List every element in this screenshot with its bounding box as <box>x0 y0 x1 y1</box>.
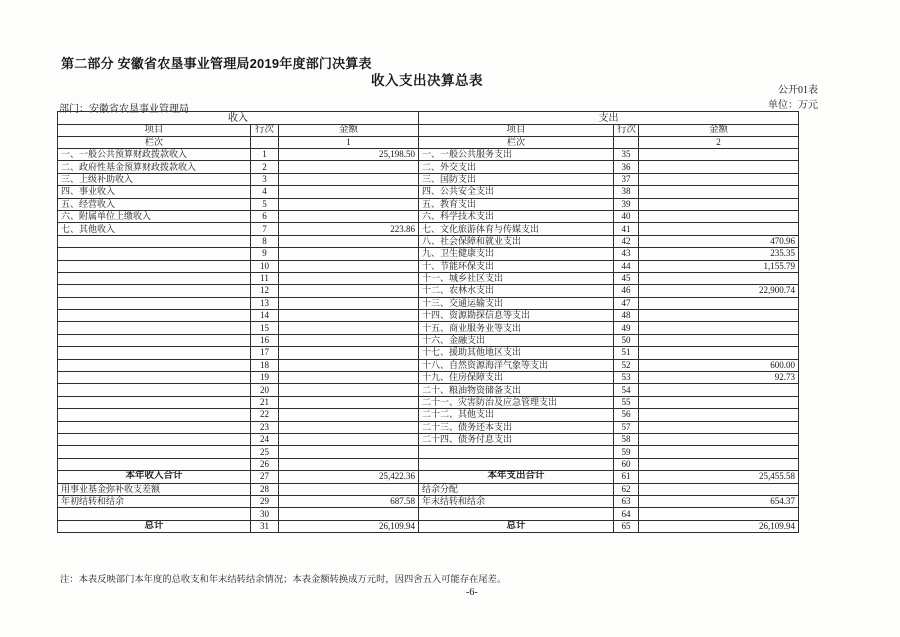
income-rownum-cell: 17 <box>251 347 279 359</box>
expense-amount-cell <box>639 334 799 346</box>
expense-item-cell: 十二、农林水支出 <box>419 285 614 297</box>
income-amount-cell <box>279 396 419 408</box>
expense-item-col-header: 项目 <box>419 125 614 137</box>
expense-rownum-cell: 54 <box>614 384 639 396</box>
income-rownum-cell: 14 <box>251 310 279 322</box>
expense-rownum-cell: 42 <box>614 235 639 247</box>
expense-item-cell: 九、卫生健康支出 <box>419 248 614 260</box>
expense-item-cell <box>419 458 614 470</box>
expense-amount-cell: 26,109.94 <box>639 520 799 532</box>
income-rownum-cell: 21 <box>251 396 279 408</box>
expense-item-cell: 十七、援助其他地区支出 <box>419 347 614 359</box>
income-rownum-cell: 10 <box>251 260 279 272</box>
income-amount-cell <box>279 322 419 334</box>
table-row <box>58 272 799 284</box>
expense-amount-cell <box>639 322 799 334</box>
income-item-cell: 总计 <box>58 520 251 532</box>
table-row <box>58 210 799 222</box>
expense-item-cell: 十一、城乡社区支出 <box>419 272 614 284</box>
income-item-cell: 五、经营收入 <box>58 198 251 210</box>
table-row <box>58 471 799 483</box>
budget-summary-table <box>57 111 799 533</box>
income-rownum-cell: 22 <box>251 409 279 421</box>
income-amount-cell: 223.86 <box>279 223 419 235</box>
income-item-cell <box>58 433 251 445</box>
income-amount-cell <box>279 433 419 445</box>
expense-index-blank <box>614 137 639 149</box>
income-amount-cell <box>279 359 419 371</box>
expense-item-cell: 总计 <box>419 520 614 532</box>
income-item-cell <box>58 235 251 247</box>
table-row <box>58 495 799 507</box>
expense-rownum-cell: 44 <box>614 260 639 272</box>
expense-amount-cell: 470.96 <box>639 235 799 247</box>
income-amount-cell <box>279 310 419 322</box>
expense-section-header: 支出 <box>419 112 799 125</box>
expense-amount-cell <box>639 272 799 284</box>
expense-rownum-cell: 55 <box>614 396 639 408</box>
income-amount-cell <box>279 235 419 247</box>
income-amount-cell <box>279 285 419 297</box>
expense-item-cell: 十九、住房保障支出 <box>419 372 614 384</box>
table-row <box>58 508 799 520</box>
expense-amount-cell <box>639 210 799 222</box>
expense-item-cell: 八、社会保障和就业支出 <box>419 235 614 247</box>
expense-item-cell: 二十二、其他支出 <box>419 409 614 421</box>
expense-amount-cell <box>639 409 799 421</box>
income-rownum-cell: 30 <box>251 508 279 520</box>
income-rownum-cell: 19 <box>251 372 279 384</box>
expense-amount-cell <box>639 433 799 445</box>
expense-item-cell: 十五、商业服务业等支出 <box>419 322 614 334</box>
table-row <box>58 396 799 408</box>
expense-amount-cell <box>639 483 799 495</box>
income-item-cell <box>58 297 251 309</box>
expense-col-index: 2 <box>639 137 799 149</box>
income-item-cell <box>58 372 251 384</box>
income-item-cell <box>58 272 251 284</box>
document-title: 第二部分 安徽省农垦事业管理局2019年度部门决算表 <box>61 56 372 71</box>
income-rownum-cell: 9 <box>251 248 279 260</box>
income-rownum-cell: 1 <box>251 149 279 161</box>
income-item-cell: 年初结转和结余 <box>58 495 251 507</box>
expense-item-cell: 本年支出合计 <box>419 471 614 483</box>
income-amount-cell <box>279 186 419 198</box>
table-row <box>58 483 799 495</box>
income-rownum-cell: 11 <box>251 272 279 284</box>
expense-amount-cell <box>639 149 799 161</box>
table-row <box>58 384 799 396</box>
expense-rownum-cell: 61 <box>614 471 639 483</box>
expense-item-cell: 七、文化旅游体育与传媒支出 <box>419 223 614 235</box>
table-row <box>58 446 799 458</box>
table-body <box>58 149 799 533</box>
income-rownum-cell: 31 <box>251 520 279 532</box>
expense-amount-cell <box>639 186 799 198</box>
table-row <box>58 297 799 309</box>
expense-amount-cell <box>639 161 799 173</box>
income-item-cell <box>58 409 251 421</box>
income-item-cell: 四、事业收入 <box>58 186 251 198</box>
income-rownum-cell: 16 <box>251 334 279 346</box>
expense-item-cell: 六、科学技术支出 <box>419 210 614 222</box>
expense-rownum-col-header: 行次 <box>614 125 639 137</box>
income-rownum-col-header: 行次 <box>251 125 279 137</box>
income-item-cell <box>58 508 251 520</box>
expense-item-cell: 十八、自然资源海洋气象等支出 <box>419 359 614 371</box>
income-item-cell <box>58 310 251 322</box>
income-item-cell <box>58 285 251 297</box>
expense-item-cell: 结余分配 <box>419 483 614 495</box>
expense-amount-cell: 235.35 <box>639 248 799 260</box>
income-amount-cell <box>279 210 419 222</box>
income-rownum-cell: 6 <box>251 210 279 222</box>
income-amount-cell <box>279 446 419 458</box>
income-amount-cell <box>279 409 419 421</box>
expense-amount-cell <box>639 458 799 470</box>
income-rownum-cell: 24 <box>251 433 279 445</box>
table-row <box>58 161 799 173</box>
expense-rownum-cell: 40 <box>614 210 639 222</box>
expense-item-cell: 一、一般公共服务支出 <box>419 149 614 161</box>
income-amount-cell <box>279 161 419 173</box>
expense-amount-cell <box>639 198 799 210</box>
income-rownum-cell: 7 <box>251 223 279 235</box>
column-header-row <box>58 125 799 137</box>
income-item-cell <box>58 347 251 359</box>
expense-index-label: 栏次 <box>419 137 614 149</box>
expense-rownum-cell: 47 <box>614 297 639 309</box>
income-item-cell <box>58 248 251 260</box>
income-item-cell <box>58 458 251 470</box>
table-row <box>58 359 799 371</box>
income-amount-cell <box>279 483 419 495</box>
income-item-cell <box>58 334 251 346</box>
expense-amount-col-header: 金额 <box>639 125 799 137</box>
form-code: 公开01表 <box>778 85 818 96</box>
income-rownum-cell: 2 <box>251 161 279 173</box>
expense-amount-cell <box>639 310 799 322</box>
expense-rownum-cell: 60 <box>614 458 639 470</box>
expense-amount-cell <box>639 446 799 458</box>
expense-rownum-cell: 59 <box>614 446 639 458</box>
income-amount-cell <box>279 421 419 433</box>
income-rownum-cell: 26 <box>251 458 279 470</box>
expense-item-cell: 二十一、灾害防治及应急管理支出 <box>419 396 614 408</box>
income-rownum-cell: 27 <box>251 471 279 483</box>
income-amount-cell <box>279 372 419 384</box>
income-item-cell <box>58 359 251 371</box>
income-amount-cell <box>279 198 419 210</box>
income-index-blank <box>251 137 279 149</box>
expense-rownum-cell: 48 <box>614 310 639 322</box>
expense-amount-cell <box>639 508 799 520</box>
expense-rownum-cell: 35 <box>614 149 639 161</box>
income-rownum-cell: 3 <box>251 173 279 185</box>
department-label: 部门：安徽省农垦事业管理局 <box>59 104 189 115</box>
expense-amount-cell <box>639 347 799 359</box>
expense-rownum-cell: 64 <box>614 508 639 520</box>
expense-amount-cell <box>639 223 799 235</box>
income-item-cell: 二、政府性基金预算财政拨款收入 <box>58 161 251 173</box>
table-row <box>58 421 799 433</box>
expense-rownum-cell: 41 <box>614 223 639 235</box>
income-rownum-cell: 8 <box>251 235 279 247</box>
income-amount-cell: 25,198.50 <box>279 149 419 161</box>
expense-rownum-cell: 37 <box>614 173 639 185</box>
expense-rownum-cell: 45 <box>614 272 639 284</box>
income-amount-cell <box>279 173 419 185</box>
table-row <box>58 173 799 185</box>
table-row <box>58 458 799 470</box>
income-rownum-cell: 23 <box>251 421 279 433</box>
income-rownum-cell: 25 <box>251 446 279 458</box>
expense-amount-cell <box>639 384 799 396</box>
income-item-cell: 七、其他收入 <box>58 223 251 235</box>
expense-item-cell: 年末结转和结余 <box>419 495 614 507</box>
income-item-cell <box>58 384 251 396</box>
expense-item-cell: 十四、资源勘探信息等支出 <box>419 310 614 322</box>
income-amount-cell <box>279 347 419 359</box>
expense-amount-cell <box>639 396 799 408</box>
expense-item-cell: 十、节能环保支出 <box>419 260 614 272</box>
income-amount-cell <box>279 248 419 260</box>
income-amount-cell <box>279 334 419 346</box>
income-rownum-cell: 12 <box>251 285 279 297</box>
income-item-cell <box>58 396 251 408</box>
table-row <box>58 310 799 322</box>
income-item-cell: 一、一般公共预算财政拨款收入 <box>58 149 251 161</box>
income-rownum-cell: 29 <box>251 495 279 507</box>
income-item-cell <box>58 260 251 272</box>
expense-item-cell: 二、外交支出 <box>419 161 614 173</box>
expense-rownum-cell: 38 <box>614 186 639 198</box>
income-item-cell <box>58 322 251 334</box>
expense-rownum-cell: 36 <box>614 161 639 173</box>
table-row <box>58 149 799 161</box>
income-amount-cell <box>279 384 419 396</box>
page-number: -6- <box>466 587 478 598</box>
expense-rownum-cell: 58 <box>614 433 639 445</box>
table-row <box>58 235 799 247</box>
expense-amount-cell: 22,900.74 <box>639 285 799 297</box>
expense-amount-cell: 1,155.79 <box>639 260 799 272</box>
income-item-cell <box>58 446 251 458</box>
column-index-row <box>58 137 799 149</box>
unit-label: 单位：万元 <box>768 100 818 111</box>
income-item-cell: 六、附属单位上缴收入 <box>58 210 251 222</box>
table-row <box>58 248 799 260</box>
expense-amount-cell: 654.37 <box>639 495 799 507</box>
expense-rownum-cell: 57 <box>614 421 639 433</box>
income-item-col-header: 项目 <box>58 125 251 137</box>
expense-rownum-cell: 43 <box>614 248 639 260</box>
expense-rownum-cell: 53 <box>614 372 639 384</box>
table-row <box>58 198 799 210</box>
table-row <box>58 409 799 421</box>
table-title: 收入支出决算总表 <box>371 73 483 88</box>
income-rownum-cell: 20 <box>251 384 279 396</box>
expense-rownum-cell: 65 <box>614 520 639 532</box>
expense-amount-cell: 25,455.58 <box>639 471 799 483</box>
expense-item-cell: 四、公共安全支出 <box>419 186 614 198</box>
income-rownum-cell: 18 <box>251 359 279 371</box>
table-row <box>58 186 799 198</box>
income-amount-cell <box>279 458 419 470</box>
income-item-cell: 用事业基金弥补收支差额 <box>58 483 251 495</box>
expense-rownum-cell: 50 <box>614 334 639 346</box>
table-row <box>58 520 799 532</box>
table-row <box>58 260 799 272</box>
table-row <box>58 334 799 346</box>
income-col-index: 1 <box>279 137 419 149</box>
expense-item-cell <box>419 446 614 458</box>
expense-rownum-cell: 63 <box>614 495 639 507</box>
expense-amount-cell <box>639 297 799 309</box>
income-item-cell <box>58 421 251 433</box>
income-item-cell: 本年收入合计 <box>58 471 251 483</box>
income-amount-cell: 26,109.94 <box>279 520 419 532</box>
table-row <box>58 372 799 384</box>
expense-item-cell: 二十三、债务还本支出 <box>419 421 614 433</box>
income-amount-cell: 687.58 <box>279 495 419 507</box>
expense-rownum-cell: 46 <box>614 285 639 297</box>
table-row <box>58 223 799 235</box>
expense-rownum-cell: 49 <box>614 322 639 334</box>
income-amount-col-header: 金额 <box>279 125 419 137</box>
income-section-header: 收入 <box>58 112 419 125</box>
footnote: 注：本表反映部门本年度的总收支和年末结转结余情况；本表金额转换成万元时，因四舍五入可能存在尾差。 <box>60 575 507 585</box>
income-item-cell: 三、上级补助收入 <box>58 173 251 185</box>
income-rownum-cell: 4 <box>251 186 279 198</box>
income-rownum-cell: 28 <box>251 483 279 495</box>
expense-rownum-cell: 51 <box>614 347 639 359</box>
expense-amount-cell <box>639 421 799 433</box>
income-amount-cell: 25,422.36 <box>279 471 419 483</box>
expense-amount-cell: 92.73 <box>639 372 799 384</box>
table-row <box>58 322 799 334</box>
expense-item-cell: 二十、粮油物资储备支出 <box>419 384 614 396</box>
income-amount-cell <box>279 272 419 284</box>
section-header-row <box>58 112 799 125</box>
table-row <box>58 433 799 445</box>
expense-item-cell: 十三、交通运输支出 <box>419 297 614 309</box>
expense-item-cell: 三、国防支出 <box>419 173 614 185</box>
income-amount-cell <box>279 297 419 309</box>
expense-rownum-cell: 39 <box>614 198 639 210</box>
expense-item-cell: 五、教育支出 <box>419 198 614 210</box>
income-rownum-cell: 15 <box>251 322 279 334</box>
income-rownum-cell: 13 <box>251 297 279 309</box>
income-index-label: 栏次 <box>58 137 251 149</box>
expense-item-cell: 十六、金融支出 <box>419 334 614 346</box>
expense-amount-cell: 600.00 <box>639 359 799 371</box>
income-amount-cell <box>279 508 419 520</box>
expense-amount-cell <box>639 173 799 185</box>
expense-item-cell: 二十四、债务付息支出 <box>419 433 614 445</box>
table-row <box>58 347 799 359</box>
expense-rownum-cell: 56 <box>614 409 639 421</box>
income-rownum-cell: 5 <box>251 198 279 210</box>
table-row <box>58 285 799 297</box>
income-amount-cell <box>279 260 419 272</box>
expense-rownum-cell: 52 <box>614 359 639 371</box>
expense-item-cell <box>419 508 614 520</box>
expense-rownum-cell: 62 <box>614 483 639 495</box>
